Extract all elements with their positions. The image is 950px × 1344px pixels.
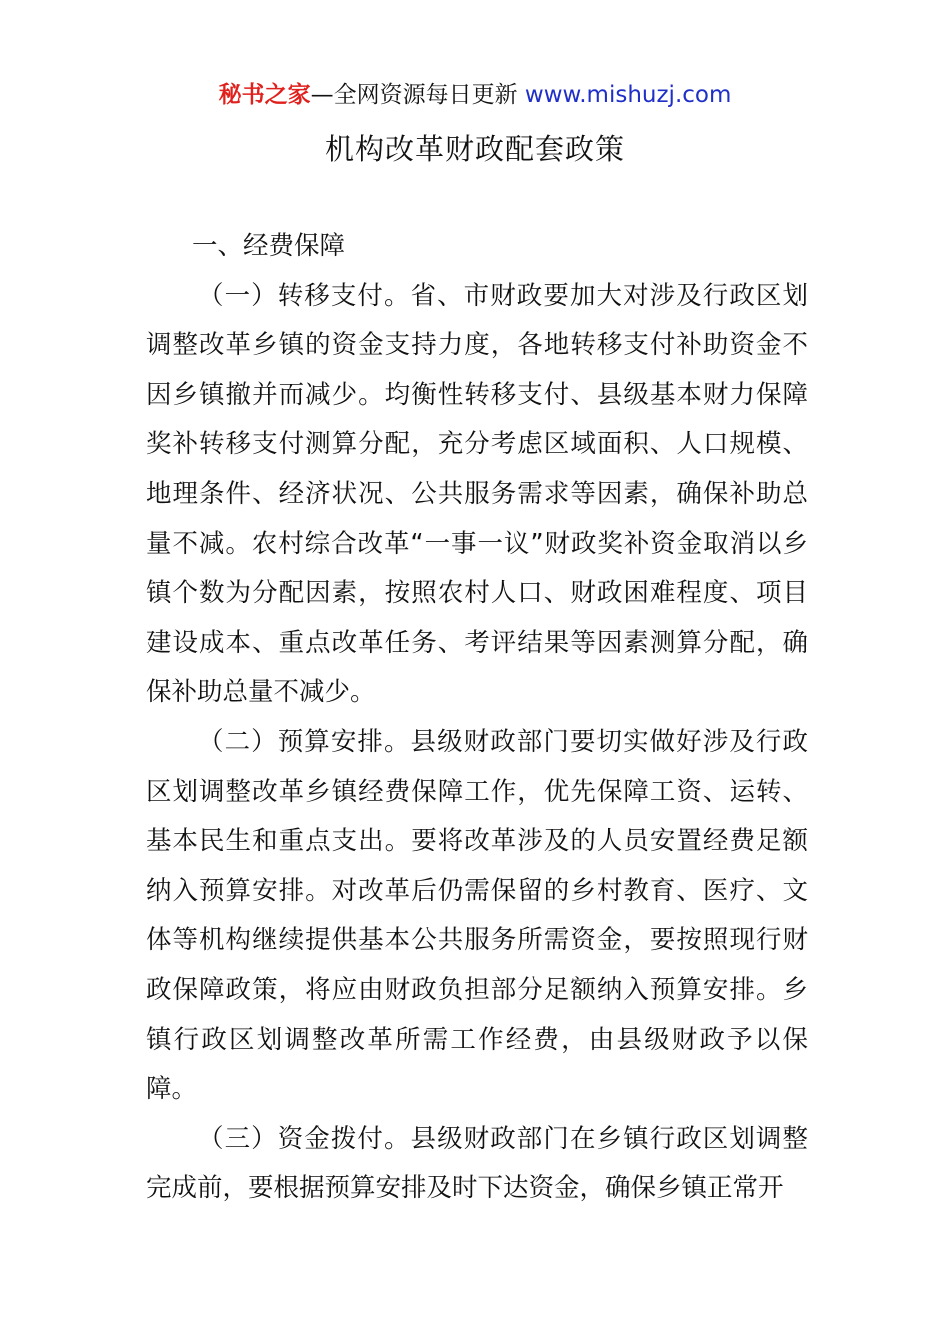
section-heading: 一、经费保障 <box>192 231 346 261</box>
paragraph-budget-arrangement: （二）预算安排。县级财政部门要切实做好涉及行政区划调整改革乡镇经费保障工作，优先保障工资、运转、基本民生和重点支出。要将改革涉及的人员安置经费足额纳入预算安排。对改革后仍需保留的乡村教育、医疗、文体等机构继续提供基本公共服务所需资金，要按照现行财政保障政策，将应由财政负担部分足额纳入预算安排。乡镇行政区划调整改革所需工作经费，由县级财政予以保障。 <box>146 726 808 1105</box>
header-slogan: —全网资源每日更新 <box>310 82 525 108</box>
brand-name: 秘书之家 <box>218 82 311 108</box>
document-body <box>146 222 808 1214</box>
document-title: 机构改革财政配套政策 <box>324 132 625 166</box>
site-header <box>0 78 950 112</box>
paragraph-transfer-payment: （一）转移支付。省、市财政要加大对涉及行政区划调整改革乡镇的资金支持力度，各地转移支付补助资金不因乡镇撤并而减少。均衡性转移支付、县级基本财力保障奖补转移支付测算分配，充分考虑区域面积、人口规模、地理条件、经济状况、公共服务需求等因素，确保补助总量不减。农村综合改革“一事一议”财政奖补资金取消以乡镇个数为分配因素，按照农村人口、财政困难程度、项目建设成本、重点改革任务、考评结果等因素测算分配，确保补助总量不减少。 <box>146 280 808 708</box>
paragraph-fund-allocation: （三）资金拨付。县级财政部门在乡镇行政区划调整完成前，要根据预算安排及时下达资金，确保乡镇正常开 <box>146 1123 808 1204</box>
site-url-link[interactable]: www.mishuzj.com <box>524 82 732 108</box>
